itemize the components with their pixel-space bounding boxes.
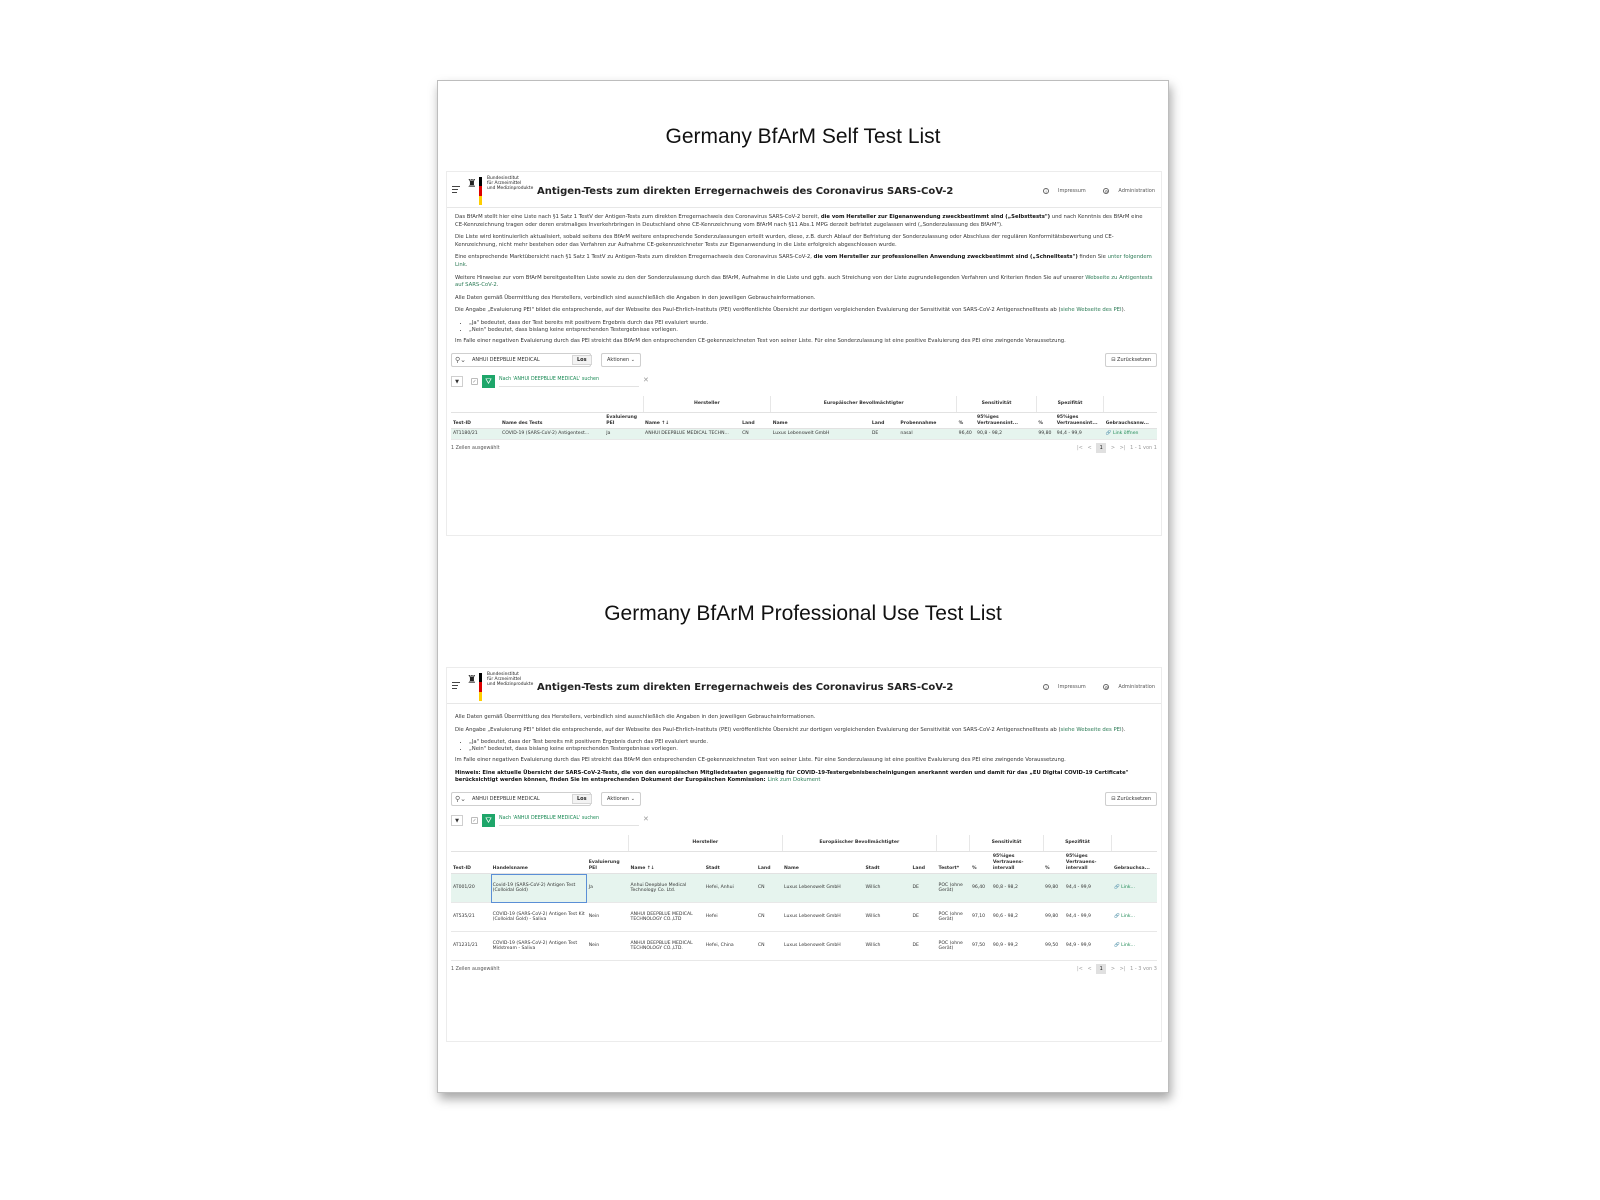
collapse-toggle[interactable]: ▼	[451, 815, 463, 826]
professional-test-table	[451, 835, 1157, 961]
intro-paragraph-5: Alle Daten gemäß Übermittlung des Herstellers, verbindlich sind ausschließlich die Angaben in den jeweiligen Gebrauchsinformationen.	[455, 294, 816, 301]
col-rep-name[interactable]: Name	[782, 852, 863, 874]
impressum-link[interactable]: i Impressum	[1035, 188, 1086, 194]
group-sensitivity: Sensitivität	[957, 396, 1037, 413]
professional-test-list-title: Germany BfArM Professional Use Test List	[604, 602, 1002, 625]
table-row[interactable]: AT1180/21 COVID-19 (SARS-CoV-2) Antigentest... Ja ANHUI DEEPBLUE MEDICAL TECHN... CN Luxus Lebenswelt GmbH DE nasal 96,40 90,8 - 98,2 99,80 94,4 - 99,9 🔗 Link öffnen	[451, 429, 1157, 440]
self-test-list-title: Germany BfArM Self Test List	[665, 125, 941, 148]
page-info: 1 - 1 von 1	[1130, 444, 1157, 451]
table-row[interactable]: AT535/21 COVID-19 (SARS-CoV-2) Antigen Test Kit (Colloidal Gold) - Saliva Nein ANHUI DEEPBLUE MEDICAL TECHNOLOGY CO.,LTD Hefei CN Luxus Lebenswelt GmbH Willich DE POC (ohne Gerät) 97,10 90,6 - 98,2 99,80 94,4 - 99,9 🔗 Link...	[451, 903, 1157, 932]
eu-document-link[interactable]: Link zum Dokument	[767, 777, 821, 784]
pei-webpage-link[interactable]: siehe Webseite des PEI	[1060, 726, 1122, 733]
legend-no: • „Nein" bedeutet, dass bislang keine entsprechenden Testergebnisse vorliegen.	[469, 327, 1153, 334]
col-specificity-pct[interactable]: %	[1036, 413, 1054, 429]
top-links	[1027, 188, 1155, 194]
col-sampling[interactable]: Probennahme	[898, 413, 956, 429]
intro-paragraph-2: Die Liste wird kontinuierlich aktualisiert, sobald seitens des BfArM weitere entsprechende Sonderzulassungen erteilt wurden, diese, z.B. durch Ablauf der Befristung der Sonderzulassung oder Abschluss der regulären Konformitätsbewertung und CE-Kennzeichnung, nicht mehr bestehen oder das Verfahren zur Aufnahme CE-gekennzeichneter Tests zur Eigenanwendung in die Liste erfolgreich abgeschlossen wurde.	[455, 234, 1114, 248]
col-instructions[interactable]: Gebrauchsanw...	[1104, 413, 1157, 429]
search-box	[451, 353, 591, 367]
page-info: 1 - 3 von 3	[1130, 966, 1157, 973]
next-page-button[interactable]: >	[1110, 444, 1116, 451]
col-specificity-pct[interactable]: %	[1043, 852, 1064, 874]
col-rep-name[interactable]: Name	[771, 413, 870, 429]
self-test-table	[451, 396, 1157, 440]
intro-text	[447, 704, 1161, 785]
pagination	[1074, 964, 1157, 974]
search-input[interactable]	[472, 356, 567, 365]
col-rep-country[interactable]: Land	[910, 852, 936, 874]
col-rep-country[interactable]: Land	[870, 413, 899, 429]
close-icon[interactable]: ✕	[643, 375, 649, 384]
reset-button[interactable]: ⊟ Zurücksetzen	[1105, 353, 1157, 367]
col-sensitivity-pct[interactable]: %	[970, 852, 991, 874]
info-icon: i	[1043, 684, 1049, 690]
filter-bar	[451, 812, 1157, 830]
go-button[interactable]: Los	[572, 794, 592, 804]
next-page-button[interactable]: >	[1110, 966, 1116, 973]
rows-selected-count: 1 Zeilen ausgewählt	[451, 445, 500, 451]
current-page[interactable]: 1	[1096, 964, 1106, 974]
eagle-icon: ♜	[467, 673, 477, 686]
evaluation-legend	[469, 739, 1153, 753]
group-manufacturer: Hersteller	[643, 396, 771, 413]
col-test-location[interactable]: Testort*	[937, 852, 970, 874]
institute-name: Bundesinstitut für Arzneimittel und Medizinprodukte	[487, 176, 534, 191]
first-page-button[interactable]: |<	[1076, 444, 1083, 451]
german-flag-bar	[479, 673, 482, 701]
legend-yes: • „Ja" bedeutet, dass der Test bereits mit positivem Ergebnis durch das PEI evaluiert wurde.	[469, 320, 1153, 327]
col-sensitivity-pct[interactable]: %	[957, 413, 975, 429]
professional-test-screenshot	[446, 667, 1162, 1042]
administration-link[interactable]: ⚙ Administration	[1104, 684, 1155, 690]
intro-text	[447, 208, 1161, 346]
intro-paragraph-3: Im Falle einer negativen Evaluierung durch das PEI streicht das BfArM den entsprechenden CE-gekennzeichneten Test von seiner Liste. Für eine Sonderzulassung ist eine positive Evaluierung des PEI eine zwingende Voraussetzung.	[455, 757, 1066, 764]
close-icon[interactable]: ✕	[643, 814, 649, 823]
group-eu-representative: Europäischer Bevollmächtigter	[771, 396, 957, 413]
filter-bar	[451, 373, 1157, 391]
institute-name: Bundesinstitut für Arzneimittel und Medizinprodukte	[487, 672, 534, 687]
app-title: Antigen-Tests zum direkten Erregernachweis des Coronavirus SARS-CoV-2	[537, 186, 954, 197]
col-manufacturer-country[interactable]: Land	[756, 852, 782, 874]
search-input[interactable]	[472, 795, 567, 804]
filter-icon: ⛛	[482, 375, 495, 388]
document-page	[437, 80, 1169, 1093]
col-instructions[interactable]: Gebrauchsa...	[1112, 852, 1157, 874]
link-icon: 🔗	[1113, 943, 1122, 949]
instructions-link[interactable]: 🔗 Link öffnen	[1104, 429, 1157, 440]
intro-paragraph-3: Eine entsprechende Marktübersicht nach §1 Satz 1 TestV zu Antigen-Tests zum direkten Erregernachweis des Coronavirus SARS-CoV-2, die vom Hersteller zur professionellen Anwendung zweckbestimmt sind („Schnelltests") finden Sie unter folgendem Link.	[455, 254, 1152, 268]
table-footer	[451, 961, 1157, 979]
rows-selected-count: 1 Zeilen ausgewählt	[451, 967, 500, 973]
group-specificity: Spezifität	[1043, 835, 1112, 852]
col-test-id[interactable]: Test-ID	[451, 413, 500, 429]
reset-icon: ⊟	[1111, 356, 1118, 363]
col-evaluation-pei[interactable]: Evaluierung PEI	[587, 852, 629, 874]
link-icon: 🔗	[1105, 431, 1113, 437]
menu-icon[interactable]	[452, 682, 460, 691]
filter-enable-checkbox[interactable]: ✓	[472, 817, 477, 824]
col-sensitivity-ci[interactable]: 95%iges Vertrauens-intervall	[991, 852, 1043, 874]
instructions-link[interactable]: 🔗 Link...	[1112, 932, 1157, 961]
professional-list-link[interactable]: unter folgendem Link	[455, 254, 1152, 268]
intro-paragraph-4: Hinweis: Eine aktuelle Übersicht der SARS-CoV-2-Tests, die von den europäischen Mitgliedstaaten gegenseitig für COVID-19-Testergebnisbescheinigungen anerkannt werden und damit für das „EU Digital COVID-19 Certificate" berücksichtigt werden können, finden Sie im entsprechenden Dokument der Europäischen Kommission: Link zum Dokument	[455, 769, 1129, 784]
eagle-icon: ♜	[467, 177, 477, 190]
impressum-link[interactable]: i Impressum	[1035, 684, 1086, 690]
menu-icon[interactable]	[452, 186, 460, 195]
col-specificity-ci[interactable]: 95%iges Vertrauensint...	[1055, 413, 1104, 429]
first-page-button[interactable]: |<	[1076, 966, 1083, 973]
pei-webpage-link[interactable]: siehe Webseite des PEI	[1060, 307, 1122, 314]
filter-description[interactable]: Nach 'ANHUI DEEPBLUE MEDICAL' suchen	[499, 377, 639, 387]
app-header	[447, 668, 1161, 704]
col-trade-name[interactable]: Handelsname	[491, 852, 587, 874]
prev-page-button[interactable]: <	[1087, 444, 1092, 451]
search-icon[interactable]: ⚲⌄	[455, 794, 466, 803]
col-manufacturer-city[interactable]: Stadt	[704, 852, 756, 874]
last-page-button[interactable]: >|	[1119, 444, 1126, 451]
col-manufacturer-country[interactable]: Land	[740, 413, 771, 429]
report-toolbar	[451, 352, 1157, 370]
group-eu-representative: Europäischer Bevollmächtigter	[782, 835, 937, 852]
go-button[interactable]: Los	[572, 355, 592, 365]
intro-paragraph-2: Die Angabe „Evaluierung PEI" bildet die entsprechende, auf der Webseite des Paul-Ehrlich-Instituts (PEI) veröffentlichte Übersicht zur dortigen vergleichenden Evaluierung der Sensitivität von SARS-CoV-2 Antigenschnelltests ab (siehe Webseite des PEI).	[455, 726, 1126, 733]
table-row[interactable]: AT1231/21 COVID-19 (SARS-CoV-2) Antigen Test Midstream - Saliva Nein ANHUI DEEPBLUE MEDICAL TECHNOLOGY CO.,LTD. Hefei, China CN Luxus Lebenswelt GmbH Willich DE POC (ohne Gerät) 97,50 90,9 - 99,2 99,50 94,9 - 99,9 🔗 Link...	[451, 932, 1157, 961]
app-title: Antigen-Tests zum direkten Erregernachweis des Coronavirus SARS-CoV-2	[537, 682, 954, 693]
group-sensitivity: Sensitivität	[970, 835, 1043, 852]
report-toolbar	[451, 791, 1157, 809]
filter-enable-checkbox[interactable]: ✓	[472, 378, 477, 385]
col-rep-city[interactable]: Stadt	[863, 852, 910, 874]
reset-button[interactable]: ⊟ Zurücksetzen	[1105, 792, 1157, 806]
info-icon: i	[1043, 188, 1049, 194]
filter-icon: ⛛	[482, 814, 495, 827]
intro-paragraph-1: Alle Daten gemäß Übermittlung des Herstellers, verbindlich sind ausschließlich die Angaben in den jeweiligen Gebrauchsinformationen.	[455, 714, 816, 720]
intro-paragraph-1: Das BfArM stellt hier eine Liste nach §1 Satz 1 TestV der Antigen-Tests zum direkten Erregernachweis des Coronavirus SARS-CoV-2 bereit, die vom Hersteller zur Eigenanwendung zweckbestimmt sind („Selbsttests") und nach Kenntnis des BfArM eine CE-Kennzeichnung tragen oder deren erstmaliges Inverkehrbringen in Deutschland ohne CE-Kennzeichnung vom BfArM nach §11 Abs.1 MPG derzeit befristet zugelassen wird („Sonderzulassung des BfArM").	[455, 214, 1143, 228]
top-links	[1027, 684, 1155, 690]
intro-paragraph-4: Weitere Hinweise zur vom BfArM bereitgestellten Liste sowie zu den der Sonderzulassung durch das BfArM, Aufnahme in die Liste und ggfs. auch Streichung von der Liste zugrundeliegenden Verfahren und Kriterien finden Sie auf unserer Webseite zu Antigentests auf SARS-CoV-2.	[455, 274, 1153, 289]
gear-icon: ⚙	[1104, 189, 1109, 194]
german-flag-bar	[479, 177, 482, 205]
actions-menu-button[interactable]: Aktionen ⌄	[601, 792, 641, 806]
intro-paragraph-7: Im Falle einer negativen Evaluierung durch das PEI streicht das BfArM den entsprechenden CE-gekennzeichneten Test von seiner Liste. Für eine Sonderzulassung ist eine positive Evaluierung des PEI eine zwingende Voraussetzung.	[455, 337, 1066, 344]
col-specificity-ci[interactable]: 95%iges Vertrauens-intervall	[1064, 852, 1112, 874]
col-test-name[interactable]: Name des Tests	[500, 413, 604, 429]
col-test-id[interactable]: Test-ID	[451, 852, 491, 874]
app-header	[447, 172, 1161, 208]
col-manufacturer-name[interactable]: Name ↑↓	[629, 852, 704, 874]
legend-yes: • „Ja" bedeutet, dass der Test bereits mit positivem Ergebnis durch das PEI evaluiert wurde.	[469, 739, 1153, 746]
gear-icon: ⚙	[1104, 685, 1109, 690]
col-manufacturer-name[interactable]: Name ↑↓	[643, 413, 740, 429]
pagination	[1074, 443, 1157, 453]
current-page[interactable]: 1	[1096, 443, 1106, 453]
prev-page-button[interactable]: <	[1087, 966, 1092, 973]
administration-link[interactable]: ⚙ Administration	[1104, 188, 1155, 194]
filter-description[interactable]: Nach 'ANHUI DEEPBLUE MEDICAL' suchen	[499, 816, 639, 826]
self-test-screenshot	[446, 171, 1162, 536]
col-sensitivity-ci[interactable]: 95%iges Vertrauensint...	[975, 413, 1036, 429]
evaluation-legend	[469, 320, 1153, 334]
instructions-link[interactable]: 🔗 Link...	[1112, 903, 1157, 932]
collapse-toggle[interactable]: ▼	[451, 376, 463, 387]
link-icon: 🔗	[1113, 885, 1122, 891]
group-manufacturer: Hersteller	[629, 835, 783, 852]
last-page-button[interactable]: >|	[1119, 966, 1126, 973]
search-icon[interactable]: ⚲⌄	[455, 355, 466, 364]
table-footer	[451, 440, 1157, 458]
col-evaluation-pei[interactable]: Evaluierung PEI	[604, 413, 643, 429]
legend-no: • „Nein" bedeutet, dass bislang keine entsprechenden Testergebnisse vorliegen.	[469, 746, 1153, 753]
table-row[interactable]: AT001/20 Covid-19 (SARS-CoV-2) Antigen Test (Colloidal Gold) Ja Anhui Deepblue Medical Technology Co. Ltd. Hefei, Anhui CN Luxus Lebenswelt GmbH Willich DE POC (ohne Gerät) 96,40 90,8 - 98,2 99,80 94,4 - 99,9 🔗 Link...	[451, 874, 1157, 903]
actions-menu-button[interactable]: Aktionen ⌄	[601, 353, 641, 367]
link-icon: 🔗	[1113, 914, 1122, 920]
intro-paragraph-6: Die Angabe „Evaluierung PEI" bildet die entsprechende, auf der Webseite des Paul-Ehrlich-Instituts (PEI) veröffentlichte Übersicht zur dortigen vergleichenden Evaluierung der Sensitivität von SARS-CoV-2 Antigenschnelltests ab (siehe Webseite des PEI).	[455, 307, 1126, 314]
search-box	[451, 792, 591, 806]
reset-icon: ⊟	[1111, 795, 1118, 802]
antigen-webpage-link[interactable]: Webseite zu Antigentests auf SARS-CoV-2	[455, 274, 1153, 289]
instructions-link[interactable]: 🔗 Link...	[1112, 874, 1157, 903]
group-specificity: Spezifität	[1036, 396, 1103, 413]
